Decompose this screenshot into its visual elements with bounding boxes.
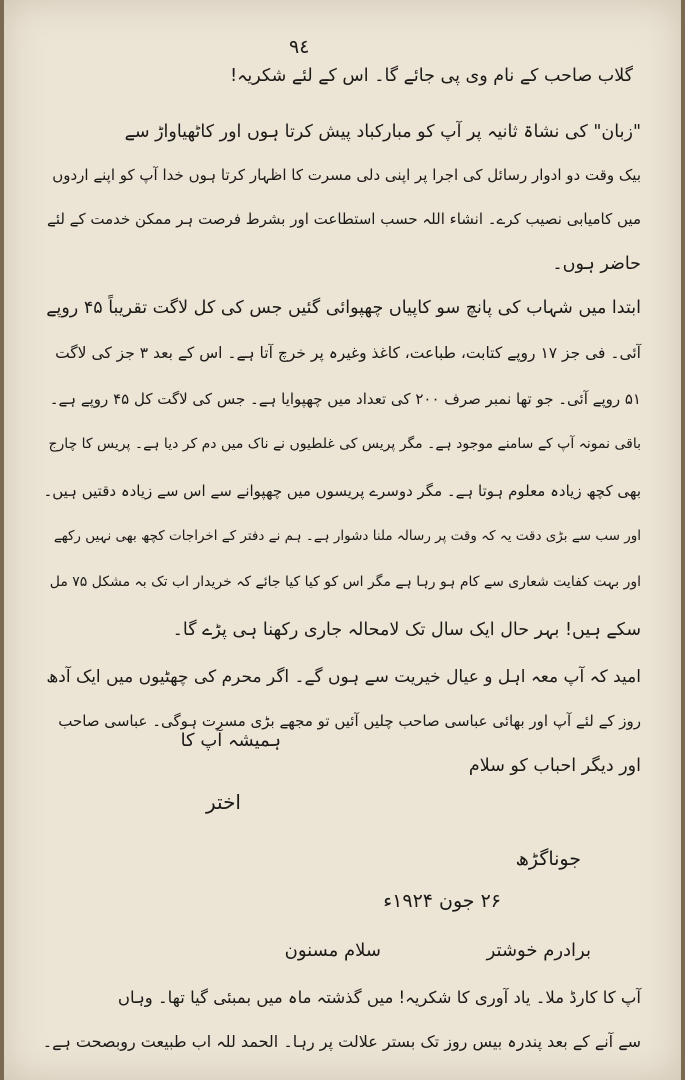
text-line: حاضر ہوں۔ bbox=[552, 254, 641, 274]
text-line: بیک وقت دو ادوار رسائل کی اجرا پر اپنی دلی مسرت کا اظہار کرتا ہوں خدا آپ کو اپنے اردوں bbox=[52, 166, 641, 184]
salutation-left: برادرم خوشتر bbox=[486, 940, 591, 961]
text-line: "زبان" کی نشاۃ ثانیہ پر آپ کو مبارکباد پیش کرتا ہوں اور کاٹھیاواڑ سے bbox=[124, 122, 641, 142]
text-line: ابتدا میں شہاب کی پانچ سو کاپیاں چھپوائی گئیں جس کی کل لاگت تقریباً ۴۵ روپے bbox=[46, 298, 641, 318]
text-line: بھی کچھ زیادہ معلوم ہوتا ہے۔ مگر دوسرے پریسوں میں چھپوانے سے اس سے زیادہ دقتیں ہیں۔ bbox=[43, 482, 641, 500]
place: جوناگڑھ bbox=[515, 848, 581, 870]
salutation-right: سلام مسنون bbox=[284, 940, 381, 961]
text-line: گلاب صاحب کے نام وی پی جائے گا۔ اس کے لئے شکریہ! bbox=[230, 66, 633, 86]
letter-page bbox=[4, 0, 681, 1080]
text-line: ۵۱ روپے آئی۔ جو تھا نمبر صرف ۲۰۰ کی تعداد میں چھپوایا ہے۔ جس کی لاگت کل ۴۵ روپے ہے۔ bbox=[49, 390, 641, 408]
text-line: اور بہت کفایت شعاری سے کام ہو رہا ہے مگر اس کو کیا کیا جائے کہ خریدار اب تک بہ مشکل ۷۵ مل bbox=[49, 574, 641, 590]
text-line: آئی۔ فی جز ۱۷ روپے کتابت، طباعت، کاغذ وغیرہ پر خرچ آتا ہے۔ اس کے بعد ۳ جز کی لاگت bbox=[55, 344, 641, 362]
text-line: روز کے لئے آپ اور بھائی عباسی صاحب چلیں آئیں تو مجھے بڑی مسرت ہوگی۔ عباسی صاحب bbox=[58, 712, 641, 730]
signature: اختر bbox=[206, 790, 241, 814]
page-number: ٩٤ bbox=[289, 36, 310, 58]
text-line: امید کہ آپ معہ اہل و عیال خیریت سے ہوں گے۔ اگر محرم کی چھٹیوں میں ایک آدھ bbox=[46, 667, 641, 687]
text-line: باقی نمونہ آپ کے سامنے موجود ہے۔ مگر پریس کی غلطیوں نے ناک میں دم کر دیا ہے۔ پریس کا چارج bbox=[48, 436, 641, 452]
date: ۲۶ جون ۱۹۲۴ء bbox=[383, 890, 501, 912]
text-line: اور دیگر احباب کو سلام bbox=[468, 756, 641, 776]
text-line: آپ کا کارڈ ملا۔ یاد آوری کا شکریہ! میں گذشتہ ماہ میں بمبئی گیا تھا۔ وہاں bbox=[117, 988, 641, 1007]
closing: ہمیشہ آپ کا bbox=[180, 730, 281, 751]
text-line: سکے ہیں! بہر حال ایک سال تک لامحالہ جاری رکھنا ہی پڑے گا۔ bbox=[172, 620, 641, 640]
text-line: سے آنے کے بعد پندرہ بیس روز تک بستر علالت پر رہا۔ الحمد للہ اب طبیعت روبصحت ہے۔ bbox=[42, 1032, 641, 1051]
text-line: اور سب سے بڑی دقت یہ کہ وقت پر رسالہ ملنا دشوار ہے۔ ہم نے دفتر کے اخراجات کچھ بھی نہیں رکھے bbox=[53, 528, 641, 544]
text-line: میں کامیابی نصیب کرے۔ انشاء اللہ حسب استطاعت اور بشرط فرصت ہر ممکن خدمت کے لئے bbox=[47, 210, 641, 228]
